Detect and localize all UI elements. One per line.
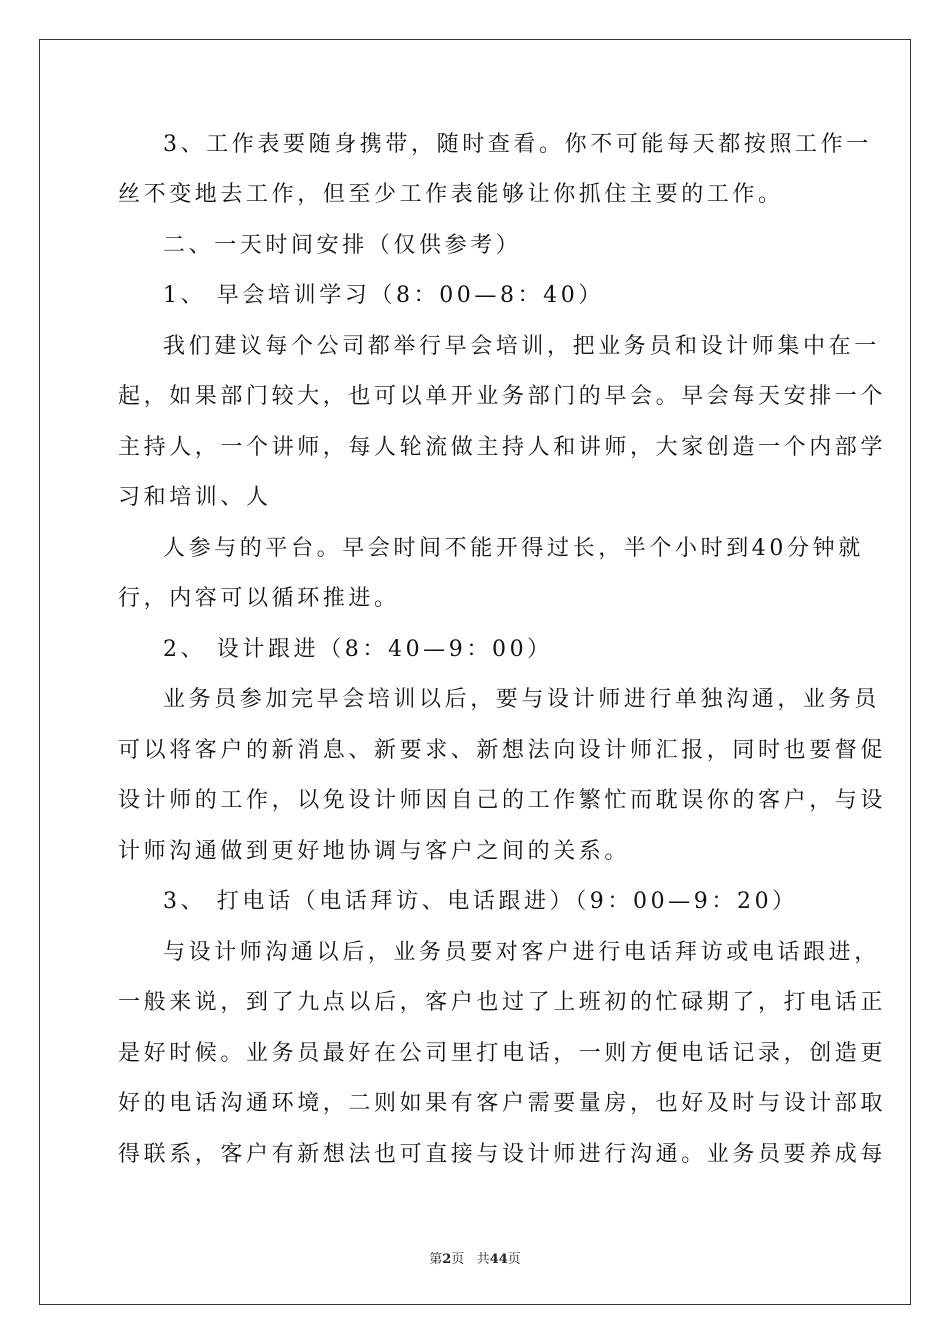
page-unit: 页 bbox=[451, 1252, 465, 1267]
text-line: 我们建议每个公司都举行早会培训，把业务员和设计师集中在一 bbox=[163, 334, 880, 359]
text-line: 习和培训、人 bbox=[118, 485, 272, 510]
page-current: 2 bbox=[442, 1252, 452, 1267]
text-line: 主持人，一个讲师，每人轮流做主持人和讲师，大家创造一个内部学 bbox=[118, 435, 887, 460]
text-line: 业务员参加完早会培训以后，要与设计师进行单独沟通，业务员 bbox=[163, 687, 880, 712]
page-prefix: 第 bbox=[429, 1252, 443, 1267]
total-unit: 页 bbox=[507, 1252, 521, 1267]
text-line: 可以将客户的新消息、新要求、新想法向设计师汇报，同时也要督促 bbox=[118, 738, 887, 763]
text-line: 起，如果部门较大，也可以单开业务部门的早会。早会每天安排一个 bbox=[118, 384, 887, 409]
text-line: 行，内容可以循环推进。 bbox=[118, 586, 400, 611]
subsection-heading: 2、 设计跟进（8：40—9：00） bbox=[163, 637, 553, 662]
text-line: 是好时候。业务员最好在公司里打电话，一则方便电话记录，创造更 bbox=[118, 1041, 887, 1066]
page-footer bbox=[0, 1248, 950, 1267]
total-prefix: 共 bbox=[476, 1252, 490, 1267]
subsection-heading: 1、 早会培训学习（8：00—8：40） bbox=[163, 283, 604, 308]
text-line: 3、工作表要随身携带，随时查看。你不可能每天都按照工作一 bbox=[163, 132, 872, 157]
text-line: 得联系，客户有新想法也可直接与设计师进行沟通。业务员要养成每 bbox=[118, 1142, 887, 1167]
section-heading: 二、一天时间安排（仅供参考） bbox=[163, 233, 522, 258]
text-line: 一般来说，到了九点以后，客户也过了上班初的忙碌期了，打电话正 bbox=[118, 990, 887, 1015]
text-line: 好的电话沟通环境，二则如果有客户需要量房，也好及时与设计部取 bbox=[118, 1091, 887, 1116]
text-line: 丝不变地去工作，但至少工作表能够让你抓住主要的工作。 bbox=[118, 182, 784, 207]
text-line: 与设计师沟通以后，业务员要对客户进行电话拜访或电话跟进， bbox=[163, 940, 880, 965]
page-total: 44 bbox=[489, 1252, 508, 1267]
text-line: 设计师的工作，以免设计师因自己的工作繁忙而耽误你的客户，与设 bbox=[118, 788, 887, 813]
text-line: 计师沟通做到更好地协调与客户之间的关系。 bbox=[118, 839, 631, 864]
subsection-heading: 3、 打电话（电话拜访、电话跟进）（9：00—9：20） bbox=[163, 889, 798, 914]
text-line: 人参与的平台。早会时间不能开得过长，半个小时到40分钟就 bbox=[163, 536, 864, 561]
